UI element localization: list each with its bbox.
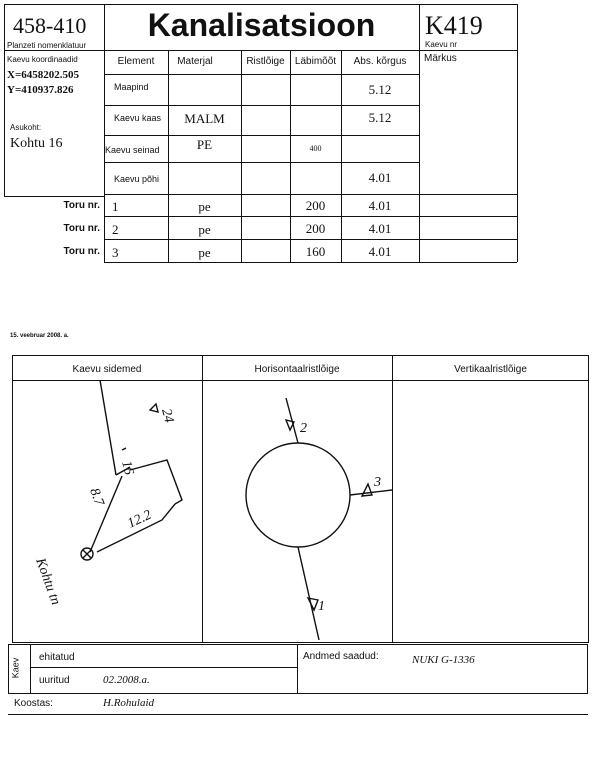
page-title: Kanalisatsioon <box>147 7 376 43</box>
pipe-material: pe <box>198 199 211 214</box>
row-height: 5.12 <box>368 82 392 97</box>
horizontal-section <box>202 380 392 643</box>
author-label: Koostas: <box>14 698 53 709</box>
surveyed-value: 02.2008.a. <box>103 674 150 686</box>
pipe-diameter: 200 <box>305 198 326 213</box>
col-header-height: Abs. kõrgus <box>353 56 407 67</box>
row-element: Maapind <box>114 82 149 92</box>
row-element: Kaevu seinad <box>105 145 160 155</box>
sketch-title-vertical: Vertikaalristlõige <box>454 364 527 375</box>
row-material: PE <box>196 137 213 152</box>
well-id: K419 <box>425 11 483 40</box>
pipe-diameter: 200 <box>305 221 326 236</box>
sketch-title-horizontal: Horisontaalristlõige <box>254 364 340 375</box>
coords-label: Kaevu koordinaadid <box>7 55 78 64</box>
well-id-label: Kaevu nr <box>425 40 458 49</box>
pipe-material: pe <box>198 245 211 260</box>
pipe-height: 4.01 <box>368 244 392 259</box>
plan-number: 458-410 <box>13 13 87 38</box>
plan-number-label: Planzeti nomenklatuur <box>7 41 87 50</box>
coord-x: X=6458202.505 <box>7 69 79 81</box>
row-material: MALM <box>184 111 225 126</box>
pipe-label-3: 3 <box>374 475 381 490</box>
col-header-diameter: Läbimõõt <box>294 56 337 67</box>
data-source-label: Andmed saadud: <box>303 651 379 662</box>
coord-y: Y=410937.826 <box>7 84 74 96</box>
col-header-material: Materjal <box>177 56 213 67</box>
annotation-street: Kohtu tn <box>32 556 63 608</box>
row-height: 4.01 <box>368 170 392 185</box>
col-header-note: Märkus <box>424 53 457 64</box>
row-element: Kaevu kaas <box>114 113 162 123</box>
connections-sketch <box>12 380 202 643</box>
pipe-label: Toru nr. <box>63 246 100 257</box>
pipe-label-1: 1 <box>318 599 325 614</box>
pipe-number: 1 <box>112 199 119 214</box>
row-element: Kaevu põhi <box>114 174 160 184</box>
pipe-height: 4.01 <box>368 221 392 236</box>
pipe-diameter: 160 <box>305 244 326 259</box>
sketch-title-connections: Kaevu sidemed <box>72 364 142 375</box>
col-header-cross: Ristlõige <box>246 56 285 67</box>
side-label: Kaev <box>10 657 21 679</box>
pipe-number: 3 <box>112 245 119 260</box>
date-line: 15. veebruar 2008. a. <box>10 333 69 339</box>
row-height: 5.12 <box>368 110 392 125</box>
pipe-material: pe <box>198 222 211 237</box>
pipe-number: 2 <box>112 222 119 237</box>
pipe-label-2: 2 <box>300 421 307 436</box>
data-source-value: NUKI G-1336 <box>412 654 475 666</box>
address-label: Asukoht: <box>10 123 42 132</box>
address: Kohtu 16 <box>10 136 63 151</box>
built-label: ehitatud <box>39 652 75 663</box>
pipe-label: Toru nr. <box>63 200 100 211</box>
row-diameter: 400 <box>309 144 322 153</box>
annotation-24: 24 <box>158 407 177 425</box>
pipe-height: 4.01 <box>368 198 392 213</box>
annotation-87: 8.7 <box>86 486 107 508</box>
col-header-element: Element <box>117 56 155 67</box>
pipe-label: Toru nr. <box>63 223 100 234</box>
annotation-122: 12.2 <box>125 507 154 532</box>
annotation-16: 16 <box>118 459 137 477</box>
author-value: H.Rohulaid <box>103 697 155 709</box>
surveyed-label: uuritud <box>39 675 70 686</box>
